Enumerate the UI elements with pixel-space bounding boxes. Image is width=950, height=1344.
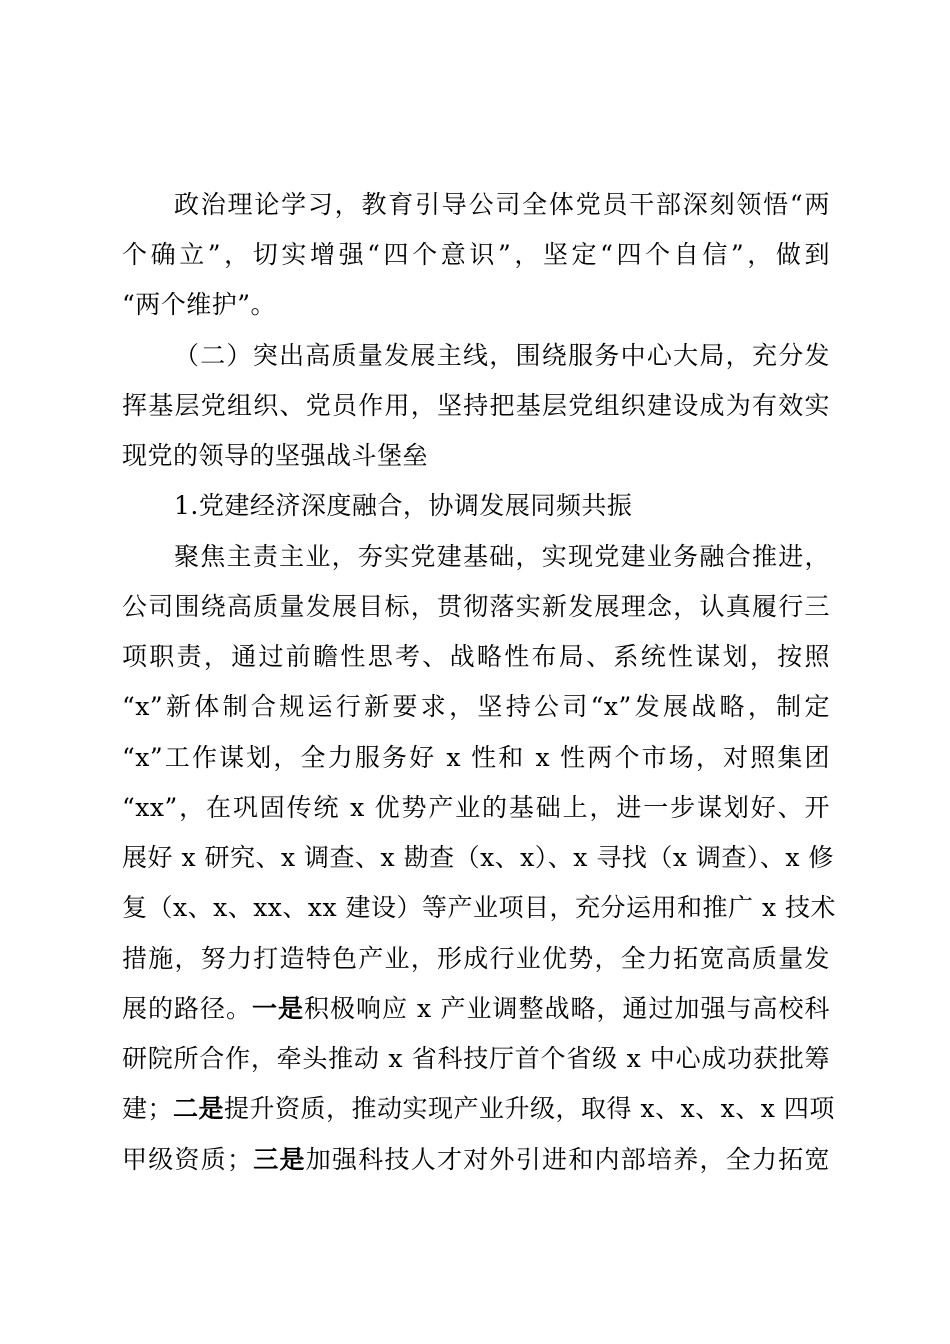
paragraph-line: 复（x、x、xx、xx 建设）等产业项目，充分运用和推广 x 技术 <box>122 893 837 922</box>
paragraph-line: 项职责，通过前瞻性思考、战略性布局、系统性谋划，按照 <box>122 642 830 671</box>
paragraph-line: 个确立”，切实增强“四个意识”，坚定“四个自信”，做到 <box>122 240 830 269</box>
paragraph-line: “两个维护”。 <box>122 290 277 319</box>
line-text: 建； <box>122 1094 174 1123</box>
subsection-heading: 1.党建经济深度融合，协调发展同频共振 <box>174 491 633 520</box>
paragraph-line <box>122 989 830 1029</box>
line-text: 展的路径。 <box>122 994 252 1023</box>
paragraph-line: 聚焦主责主业，夯实党建基础，实现党建业务融合推进， <box>174 542 830 571</box>
paragraph-line: 措施，努力打造特色产业，形成行业优势，全力拓宽高质量发 <box>122 944 830 973</box>
emphasis-second: 二是 <box>173 1094 225 1123</box>
paragraph-line: 公司围绕高质量发展目标，贯彻落实新发展理念，认真履行三 <box>122 592 830 621</box>
line-text: 提升资质，推动实现产业升级，取得 x、x、x、x 四项 <box>224 1094 835 1123</box>
paragraph-line: “x”工作谋划，全力服务好 x 性和 x 性两个市场，对照集团 <box>122 743 830 772</box>
paragraph-line: “xx”，在巩固传统 x 优势产业的基础上，进一步谋划好、开 <box>122 793 830 822</box>
emphasis-first: 一是 <box>252 994 304 1023</box>
emphasis-third: 三是 <box>252 1145 306 1174</box>
paragraph-line: 展好 x 研究、x 调查、x 勘查（x、x）、x 寻找（x 调查）、x 修 <box>122 843 834 872</box>
paragraph-line <box>122 1140 830 1180</box>
paragraph-line: “x”新体制合规运行新要求，坚持公司“x”发展战略，制定 <box>122 692 830 721</box>
section-heading-line: （二）突出高质量发展主线，围绕服务中心大局，充分发 <box>174 341 830 370</box>
line-text: 加强科技人才对外引进和内部培养，全力拓宽 <box>305 1145 830 1174</box>
paragraph-line <box>122 1089 835 1129</box>
paragraph-line: 政治理论学习，教育引导公司全体党员干部深刻领悟“两 <box>174 190 830 219</box>
line-text: 积极响应 x 产业调整战略，通过加强与高校科 <box>304 994 830 1023</box>
paragraph-line: 研院所合作，牵头推动 x 省科技厅首个省级 x 中心成功获批筹 <box>122 1044 830 1073</box>
line-text: 甲级资质； <box>122 1145 253 1174</box>
section-heading-line: 挥基层党组织、党员作用，坚持把基层党组织建设成为有效实 <box>122 391 830 420</box>
section-heading-line: 现党的领导的坚强战斗堡垒 <box>122 441 429 470</box>
